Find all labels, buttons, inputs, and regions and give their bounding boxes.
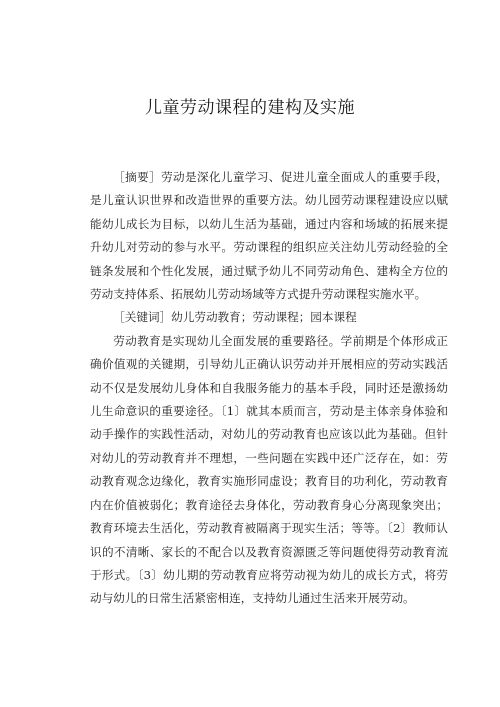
abstract-label: ［摘要］ xyxy=(113,170,162,184)
keywords-text: 幼儿劳动教育；劳动课程；园本课程 xyxy=(171,310,357,325)
abstract-paragraph xyxy=(90,166,448,306)
document-body xyxy=(90,166,448,611)
keywords-paragraph xyxy=(90,306,448,329)
keywords-label: ［关键词］ xyxy=(113,310,172,325)
document-title: 儿童劳动课程的建构及实施 xyxy=(145,98,355,118)
abstract-text: 劳动是深化儿童学习、促进儿童全面成人的重要手段，是儿童认识世界和改造世界的重要方法。幼儿园劳动课程建设应以赋能幼儿成长为目标，以幼儿生活为基础，通过内容和场域的拓展来提升幼儿对劳动的参与水平。劳动课程的组织应关注幼儿劳动经验的全链条发展和个性化发展，通过赋予幼儿不同劳动角色、建构全方位的劳动支持体系、拓展幼儿劳动场域等方式提升劳动课程实施水平。 xyxy=(90,170,448,302)
body-paragraph: 劳动教育是实现幼儿全面发展的重要路径。学前期是个体形成正确价值观的关键期，引导幼儿正确认识劳动并开展相应的劳动实践活动不仅是发展幼儿身体和自我服务能力的基本手段，同时还是激扬幼儿生命意识的重要途径。〔1〕就其本质而言，劳动是主体亲身体验和动手操作的实践性活动，对幼儿的劳动教育也应该以此为基础。但针对幼儿的劳动教育并不理想，一些问题在实践中还广泛存在，如：劳动教育观念边缘化，教育实施形同虚设；教育目的功利化，劳动教育内在价值被弱化；教育途径去身体化，劳动教育身心分离现象突出；教育环境去生活化，劳动教育被隔离于现实生活；等等。〔2〕教师认识的不清晰、家长的不配合以及教育资源匮乏等问题使得劳动教育流于形式。〔3〕幼儿期的劳动教育应将劳动视为幼儿的成长方式，将劳动与幼儿的日常生活紧密相连，支持幼儿通过生活来开展劳动。 xyxy=(90,333,448,606)
